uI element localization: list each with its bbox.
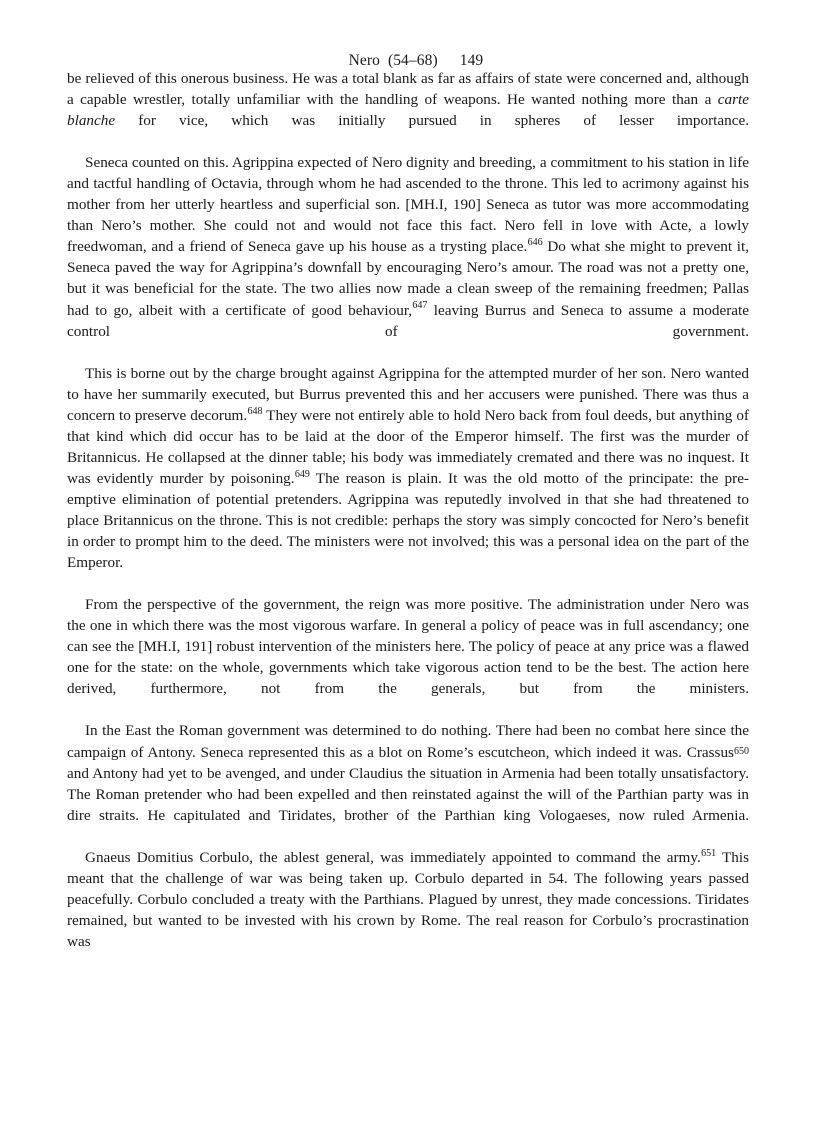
paragraph: Seneca counted on this. Agrippina expected of Nero dignity and breeding, a commitment to his station in life and tactful handling of Octavia, through whom he had ascended to the throne. This led to acrimony against his mother from her utterly heartless and superficial son. [MH.I, 190] Seneca as tutor was more accommodating than Nero’s mother. She could not and would not face this fact. Nero fell in love with Acte, a lowly freedwoman, and a friend of Seneca gave up his house as a trysting place.$^{646}$ Do what she might to prevent it, Seneca paved the way for Agrippina’s downfall by encouraging Nero’s amour. The road was not a pretty one, but it was beneficial for the state. The two allies now made a clean sweep of the remaining freedmen; Pallas had to go, albeit with a certificate of good behaviour,$^{647}$ leaving Burrus and Seneca to assume a moderate control of government. bbox=[67, 154, 749, 340]
footnote-marker[interactable]: 646 bbox=[527, 237, 543, 249]
footnote-marker[interactable]: 648 bbox=[247, 405, 263, 417]
body-text-block bbox=[67, 68, 749, 973]
page-number: 149 bbox=[459, 52, 484, 69]
italic-phrase: carte blanche bbox=[67, 91, 749, 130]
paragraph: be relieved of this onerous business. He was a total blank as far as affairs of state were concerned and, although a capable wrestler, totally unfamiliar with the handling of weapons. He wanted nothing more than a carte blanche for vice, which was initially pursued in spheres of lesser importance. bbox=[67, 70, 749, 130]
paragraph: Gnaeus Domitius Corbulo, the ablest general, was immediately appointed to command the army.$^{651}$ This meant that the challenge of war was being taken up. Corbulo departed in 54. The following years passed peacefully. Corbulo concluded a treaty with the Parthians. Plagued by unrest, they made concessions. Tiridates remained, but wanted to be invested with his crown by Rome. The real reason for Corbulo’s procrastination was bbox=[67, 847, 749, 950]
paragraph: This is borne out by the charge brought against Agrippina for the attempted murder of her son. Nero wanted to have her summarily executed, but Burrus prevented this and her accusers were punished. There was thus a concern to preserve decorum.$^{648}$ They were not entirely able to hold Nero back from foul deeds, but anything of that kind which did occur has to be laid at the door of the Emperor himself. The first was the murder of Britannicus. He collapsed at the dinner table; his body was immediately cremated and there was no inquest. It was evidently murder by poisoning.$^{649}$ The reason is plain. It was the old motto of the principate: the pre-emptive elimination of potential pretenders. Agrippina was reputedly involved in that she had threatened to place Britannicus on the throne. This is not credible: perhaps the story was simply concocted for Nero’s benefit in order to prompt him to the deed. The ministers were not involved; this was a personal idea on the part of the Emperor. bbox=[67, 364, 749, 572]
footnote-marker[interactable]: 651 bbox=[701, 847, 717, 859]
paragraph: From the perspective of the government, the reign was more positive. The administration under Nero was the one in which there was the most vigorous warfare. In general a policy of peace was in full ascendancy; one can see the [MH.I, 191] robust intervention of the ministers here. The policy of peace at any price was a flawed one for the state: on the whole, governments which take vigorous action tend to be the best. The action here derived, furthermore, not from the generals, but from the ministers. bbox=[67, 596, 749, 698]
paragraph: In the East the Roman government was determined to do nothing. There had been no combat here since the campaign of Antony. Seneca represented this as a blot on Rome’s escutcheon, which indeed it was. Crassus$^{650}$ and Antony had yet to be avenged, and under Claudius the situation in Armenia had been totally unsatisfactory. The Roman pretender who had been expelled and then reinstated against the will of the Parthian party was in dire straits. He capitulated and Tiridates, brother of the Parthian king Vologaeses, now ruled Armenia. bbox=[67, 722, 749, 824]
footnote-marker[interactable]: 649 bbox=[294, 468, 310, 480]
footnote-marker[interactable]: 647 bbox=[412, 300, 428, 312]
footnote-marker[interactable]: 650 bbox=[733, 745, 749, 757]
running-head-title: Nero (54–68) bbox=[348, 52, 438, 69]
